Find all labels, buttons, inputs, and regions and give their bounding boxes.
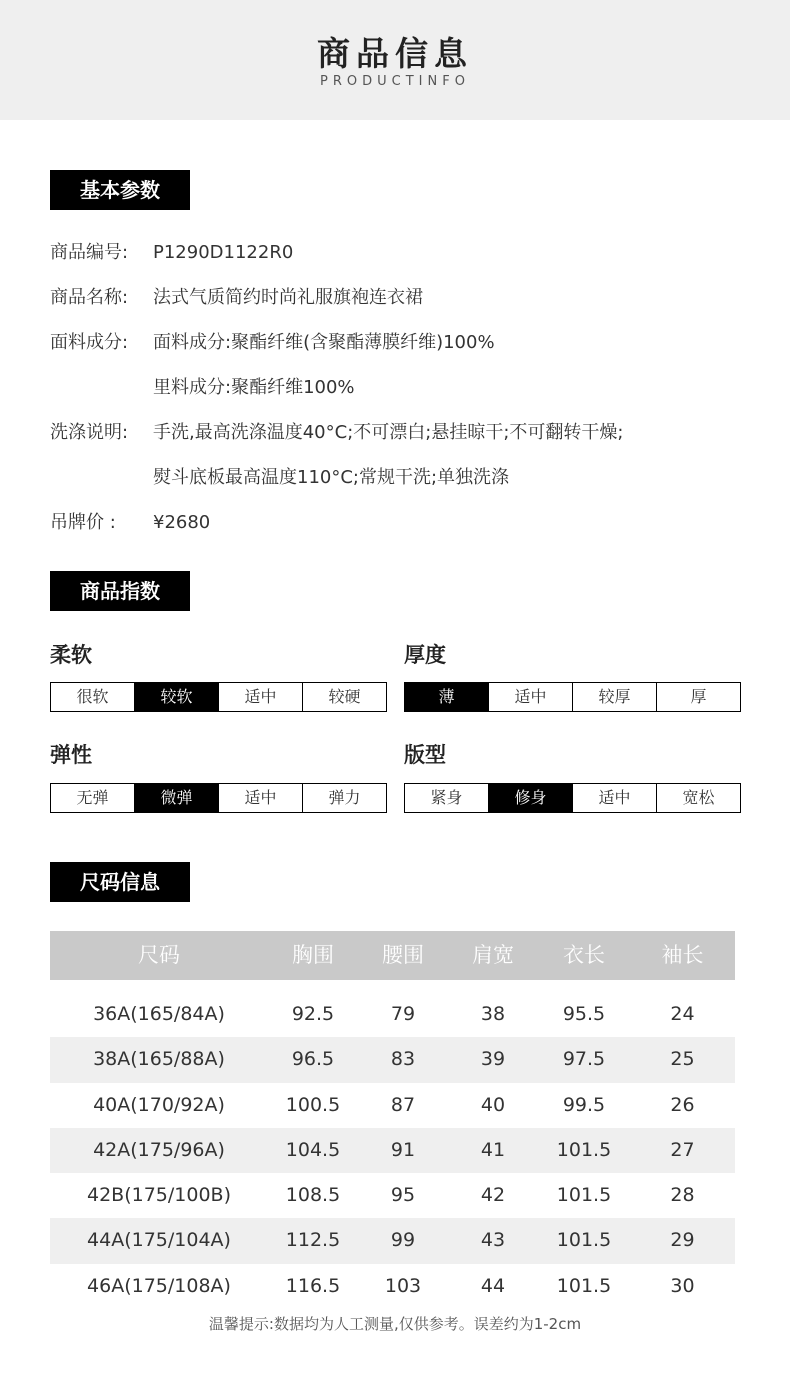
- size-cell: 46A(175/108A): [87, 1274, 231, 1297]
- size-cell: 100.5: [285, 1093, 341, 1116]
- elasticity-option: 适中: [218, 784, 302, 812]
- size-cell: 79: [390, 1003, 416, 1025]
- size-cell: 91: [390, 1138, 416, 1161]
- elasticity-option: 无弹: [76, 788, 109, 807]
- page-subtitle: PRODUCTINFO: [320, 74, 470, 89]
- size-cell: 95: [390, 1184, 416, 1207]
- thickness-option: 适中: [488, 683, 572, 711]
- table-row: [50, 1218, 735, 1263]
- param-price-value: ¥2680: [153, 512, 211, 533]
- param-price: [50, 508, 210, 534]
- fit-option: 适中: [572, 784, 656, 812]
- softness-scale: [50, 682, 387, 712]
- param-wash-value-2: 熨斗底板最高温度110°C;常规干洗;单独洗涤: [153, 467, 510, 488]
- size-cell: 42A(175/96A): [93, 1138, 225, 1161]
- param-wash-key: 洗涤说明:: [50, 422, 129, 443]
- size-cell: 101.5: [556, 1229, 612, 1252]
- param-lining-value: 里料成分:聚酯纤维100%: [153, 377, 355, 398]
- size-cell: 112.5: [285, 1229, 341, 1252]
- softness-option-selected: 较软: [134, 683, 218, 711]
- thickness-option: 较厚: [572, 683, 656, 711]
- param-wash: [50, 418, 623, 444]
- size-cell: 108.5: [285, 1184, 341, 1207]
- table-row: [50, 1037, 735, 1082]
- size-cell: 42B(175/100B): [86, 1184, 231, 1207]
- size-cell: 101.5: [556, 1138, 612, 1161]
- size-header-cell: 腰围: [382, 943, 424, 967]
- size-cell: 26: [670, 1093, 695, 1116]
- softness-title: 柔软: [50, 643, 92, 667]
- page-header: [0, 0, 790, 120]
- param-price-key: 吊牌价 :: [50, 512, 116, 533]
- size-cell: 30: [670, 1274, 695, 1297]
- softness-option: 很软: [76, 687, 109, 706]
- table-row: [50, 1264, 735, 1309]
- fit-option: 宽松: [656, 784, 740, 812]
- size-cell: 40: [480, 1093, 506, 1116]
- table-row: [50, 1128, 735, 1173]
- size-cell: 103: [384, 1274, 422, 1297]
- size-cell: 101.5: [556, 1274, 612, 1297]
- thickness-option-selected: 薄: [405, 683, 488, 711]
- size-header-cell: 尺码: [138, 943, 180, 967]
- elasticity-option: 弹力: [302, 784, 386, 812]
- size-cell: 25: [670, 1048, 695, 1071]
- size-cell: 24: [670, 1003, 695, 1025]
- size-header-cell: 胸围: [292, 943, 334, 967]
- size-cell: 28: [670, 1184, 695, 1207]
- size-cell: 43: [480, 1229, 506, 1252]
- size-cell: 96.5: [291, 1048, 335, 1071]
- size-table: [50, 931, 735, 1309]
- param-fabric: [50, 328, 495, 354]
- thickness-title: 厚度: [404, 643, 446, 667]
- softness-option: 较硬: [302, 683, 386, 711]
- size-cell: 42: [480, 1184, 506, 1207]
- size-cell: 41: [480, 1138, 506, 1161]
- size-cell: 97.5: [562, 1048, 606, 1071]
- size-header-cell: 肩宽: [472, 943, 514, 967]
- param-code-value: P1290D1122R0: [153, 242, 294, 263]
- thickness-option: 厚: [656, 683, 740, 711]
- param-name-value: 法式气质简约时尚礼服旗袍连衣裙: [153, 287, 423, 308]
- size-cell: 44A(175/104A): [87, 1229, 231, 1252]
- size-cell: 36A(165/84A): [93, 1003, 225, 1025]
- size-header-cell: 衣长: [563, 943, 605, 967]
- size-cell: 40A(170/92A): [93, 1093, 225, 1116]
- param-fabric-value: 面料成分:聚酯纤维(含聚酯薄膜纤维)100%: [153, 332, 495, 353]
- size-cell: 87: [390, 1093, 416, 1116]
- elasticity-option-selected: 微弹: [134, 784, 218, 812]
- fit-title: 版型: [404, 743, 446, 767]
- param-name-key: 商品名称:: [50, 287, 129, 308]
- size-cell: 83: [390, 1048, 416, 1071]
- table-row: [50, 1173, 735, 1218]
- size-cell: 39: [480, 1048, 506, 1071]
- size-cell: 101.5: [556, 1184, 612, 1207]
- param-fabric-key: 面料成分:: [50, 332, 129, 353]
- size-cell: 104.5: [285, 1138, 341, 1161]
- table-row: [50, 992, 735, 1037]
- fit-option: 紧身: [430, 788, 463, 807]
- elasticity-title: 弹性: [50, 743, 92, 767]
- section-basic-label: 基本参数: [50, 170, 190, 210]
- size-cell: 95.5: [562, 1003, 606, 1025]
- param-wash-value-1: 手洗,最高洗涤温度40°C;不可漂白;悬挂晾干;不可翻转干燥;: [153, 422, 624, 443]
- size-cell: 99: [390, 1229, 416, 1252]
- size-cell: 29: [670, 1229, 695, 1252]
- softness-option: 适中: [218, 683, 302, 711]
- size-cell: 44: [480, 1274, 506, 1297]
- elasticity-scale: [50, 783, 387, 813]
- size-cell: 99.5: [562, 1093, 606, 1116]
- size-cell: 92.5: [291, 1003, 335, 1025]
- fit-scale: [404, 783, 741, 813]
- size-cell: 116.5: [285, 1274, 341, 1297]
- size-cell: 38A(165/88A): [93, 1048, 225, 1071]
- size-table-header: [50, 931, 735, 980]
- thickness-scale: [404, 682, 741, 712]
- measurement-tip: 温馨提示:数据均为人工测量,仅供参考。误差约为1-2cm: [208, 1315, 582, 1333]
- size-cell: 27: [670, 1138, 695, 1161]
- section-size-label: 尺码信息: [50, 862, 190, 902]
- param-code-key: 商品编号:: [50, 242, 129, 263]
- table-row: [50, 1083, 735, 1128]
- fit-option-selected: 修身: [488, 784, 572, 812]
- size-cell: 38: [480, 1003, 506, 1025]
- param-code: [50, 238, 293, 264]
- section-index-label: 商品指数: [50, 571, 190, 611]
- param-name: [50, 283, 423, 309]
- size-header-cell: 袖长: [661, 943, 704, 967]
- page-title: 商品信息: [317, 34, 473, 73]
